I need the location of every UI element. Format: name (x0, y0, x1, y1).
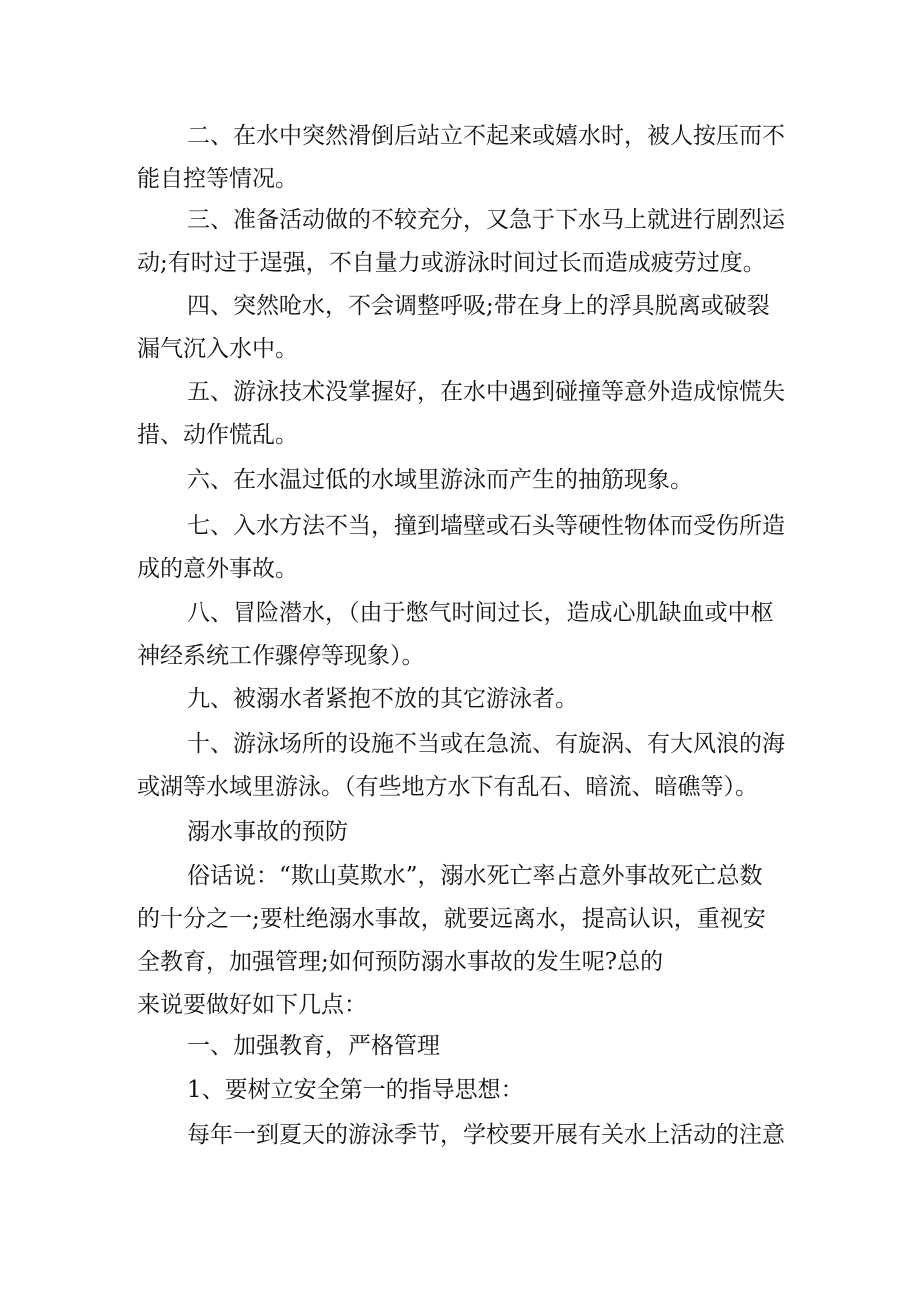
text-line: 的十分之一;要杜绝溺水事故，就要远离水，提高认识，重视安 (137, 906, 766, 932)
text-line: 漏气沉入水中。 (137, 336, 298, 362)
paragraph-saying (137, 855, 787, 1027)
text-line: 或湖等水域里游泳。（有些地方水下有乱石、暗流、暗礁等）。 (137, 774, 758, 800)
text-line: 措、动作慌乱。 (137, 422, 298, 448)
section-heading-prevention (137, 811, 787, 854)
paragraph-cause-2 (137, 115, 787, 201)
paragraph-cause-10 (137, 723, 787, 809)
text-line: 十、游泳场所的设施不当或在急流、有旋涡、有大风浪的海 (187, 731, 785, 757)
text-line: 三、准备活动做的不较充分，又急于下水马上就进行剧烈运 (187, 207, 785, 233)
text-line: 神经系统工作骤停等现象）。 (137, 643, 425, 669)
text-line: 能自控等情况。 (137, 166, 298, 192)
paragraph-cause-6 (137, 459, 787, 502)
text-line: 每年一到夏天的游泳季节，学校要开展有关水上活动的注意 (187, 1122, 785, 1148)
text-line: 溺水事故的预防 (187, 819, 348, 845)
text-line: 七、入水方法不当，撞到墙壁或石头等硬性物体而受伤所造 (187, 513, 785, 539)
text-line: 成的意外事故。 (137, 556, 298, 582)
paragraph-cause-3 (137, 199, 787, 285)
text-line: 四、突然呛水，不会调整呼吸;带在身上的浮具脱离或破裂 (187, 293, 770, 319)
text-line: 来说要做好如下几点： (137, 992, 367, 1018)
text-line: 全教育，加强管理;如何预防溺水事故的发生呢?总的 (137, 949, 664, 975)
paragraph-cause-4 (137, 285, 787, 371)
text-line: 动;有时过于逞强，不自量力或游泳时间过长而造成疲劳过度。 (137, 250, 766, 276)
text-line: 六、在水温过低的水域里游泳而产生的抽筋现象。 (187, 467, 693, 493)
paragraph-cause-5 (137, 371, 787, 457)
text-line: 1、要树立安全第一的指导思想： (187, 1077, 524, 1103)
paragraph-cause-8 (137, 592, 787, 678)
text-line: 八、冒险潜水，（由于憋气时间过长，造成心肌缺血或中枢 (187, 600, 774, 626)
paragraph-subpoint-1 (137, 1069, 787, 1112)
text-line: 九、被溺水者紧抱不放的其它游泳者。 (187, 686, 578, 712)
text-line: 一、加强教育，严格管理 (187, 1033, 440, 1059)
text-line: 五、游泳技术没掌握好，在水中遇到碰撞等意外造成惊慌失 (187, 379, 785, 405)
paragraph-cause-7 (137, 505, 787, 591)
paragraph-point-1 (137, 1025, 787, 1068)
paragraph-cause-9 (137, 678, 787, 721)
text-line: 俗话说：“欺山莫欺水”，溺水死亡率占意外事故死亡总数 (187, 863, 763, 889)
text-line: 二、在水中突然滑倒后站立不起来或嬉水时，被人按压而不 (187, 123, 785, 149)
paragraph-summer (137, 1114, 787, 1157)
